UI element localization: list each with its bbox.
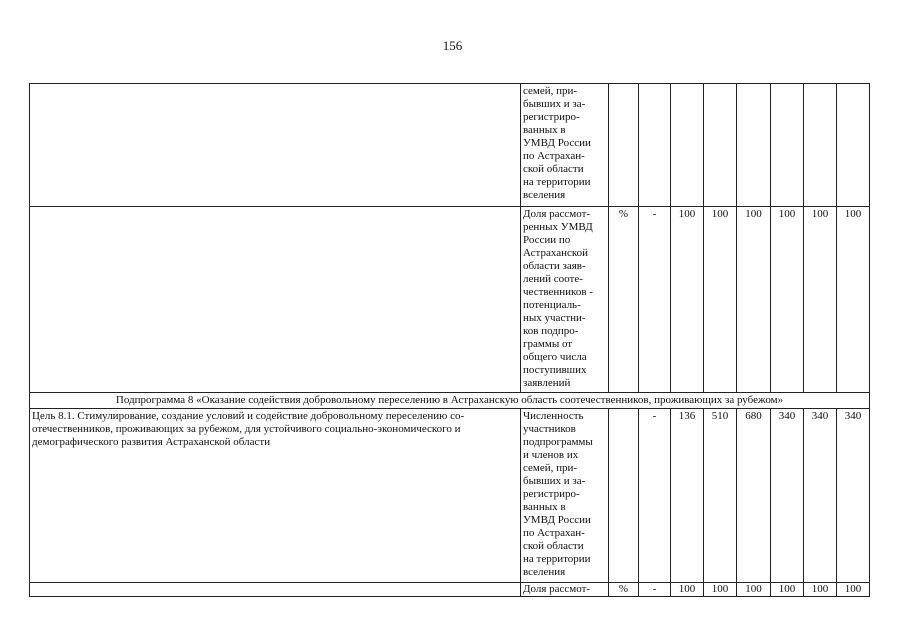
value-cell: 100	[804, 207, 837, 393]
indicator-cell: Доля рассмот- ренных УМВД России по Астраханской области заяв- лений соотe- чественников - потенциаль- ных участни- ков подпро- граммы от общего числа поступивших заявлений	[521, 207, 609, 393]
base-value-cell: -	[639, 409, 671, 583]
indicator-cell: Численность участников подпрограммы и членов их семей, при- бывших и за- регистриро- ванных в УМВД России по Астрахан- ской области на территории вселения	[521, 409, 609, 583]
value-cell: 100	[704, 583, 737, 597]
table-row	[30, 84, 870, 207]
unit-cell	[609, 409, 639, 583]
subprogram-header: Подпрограмма 8 «Оказание содействия добровольному переселению в Астраханскую область соотечественников, проживающих за рубежом»	[30, 393, 870, 409]
base-value-cell: -	[639, 207, 671, 393]
value-cell: 680	[737, 409, 771, 583]
indicator-cell: семей, при- бывших и за- регистриро- ванных в УМВД России по Астрахан- ской области на территории вселения	[521, 84, 609, 207]
goal-cell	[30, 84, 521, 207]
page-number: 156	[442, 38, 463, 53]
value-cell	[737, 84, 771, 207]
goal-cell	[30, 583, 521, 597]
unit-cell: %	[609, 207, 639, 393]
value-cell: 100	[737, 207, 771, 393]
value-cell	[671, 84, 704, 207]
base-value-cell: -	[639, 583, 671, 597]
value-cell	[704, 84, 737, 207]
subprogram-row	[30, 393, 870, 409]
value-cell: 100	[771, 207, 804, 393]
value-cell: 100	[804, 583, 837, 597]
value-cell: 340	[804, 409, 837, 583]
goal-cell	[30, 207, 521, 393]
value-cell: 340	[771, 409, 804, 583]
value-cell: 100	[837, 583, 870, 597]
indicator-cell: Доля рассмот-	[521, 583, 609, 597]
value-cell: 100	[671, 583, 704, 597]
value-cell: 100	[737, 583, 771, 597]
value-cell: 100	[771, 583, 804, 597]
value-cell: 510	[704, 409, 737, 583]
value-cell	[771, 84, 804, 207]
base-value-cell	[639, 84, 671, 207]
unit-cell	[609, 84, 639, 207]
goal-cell: Цель 8.1. Стимулирование, создание условий и содействие добровольному переселению со- отечественников, проживающих за рубежом, для устойчивого социально-экономического и демографического развития Астраханской области	[30, 409, 521, 583]
indicators-table	[29, 83, 870, 597]
unit-cell: %	[609, 583, 639, 597]
table-row	[30, 583, 870, 597]
table-row	[30, 409, 870, 583]
value-cell: 136	[671, 409, 704, 583]
value-cell: 100	[671, 207, 704, 393]
value-cell: 100	[837, 207, 870, 393]
value-cell	[837, 84, 870, 207]
value-cell	[804, 84, 837, 207]
value-cell: 100	[704, 207, 737, 393]
value-cell: 340	[837, 409, 870, 583]
table-row	[30, 207, 870, 393]
